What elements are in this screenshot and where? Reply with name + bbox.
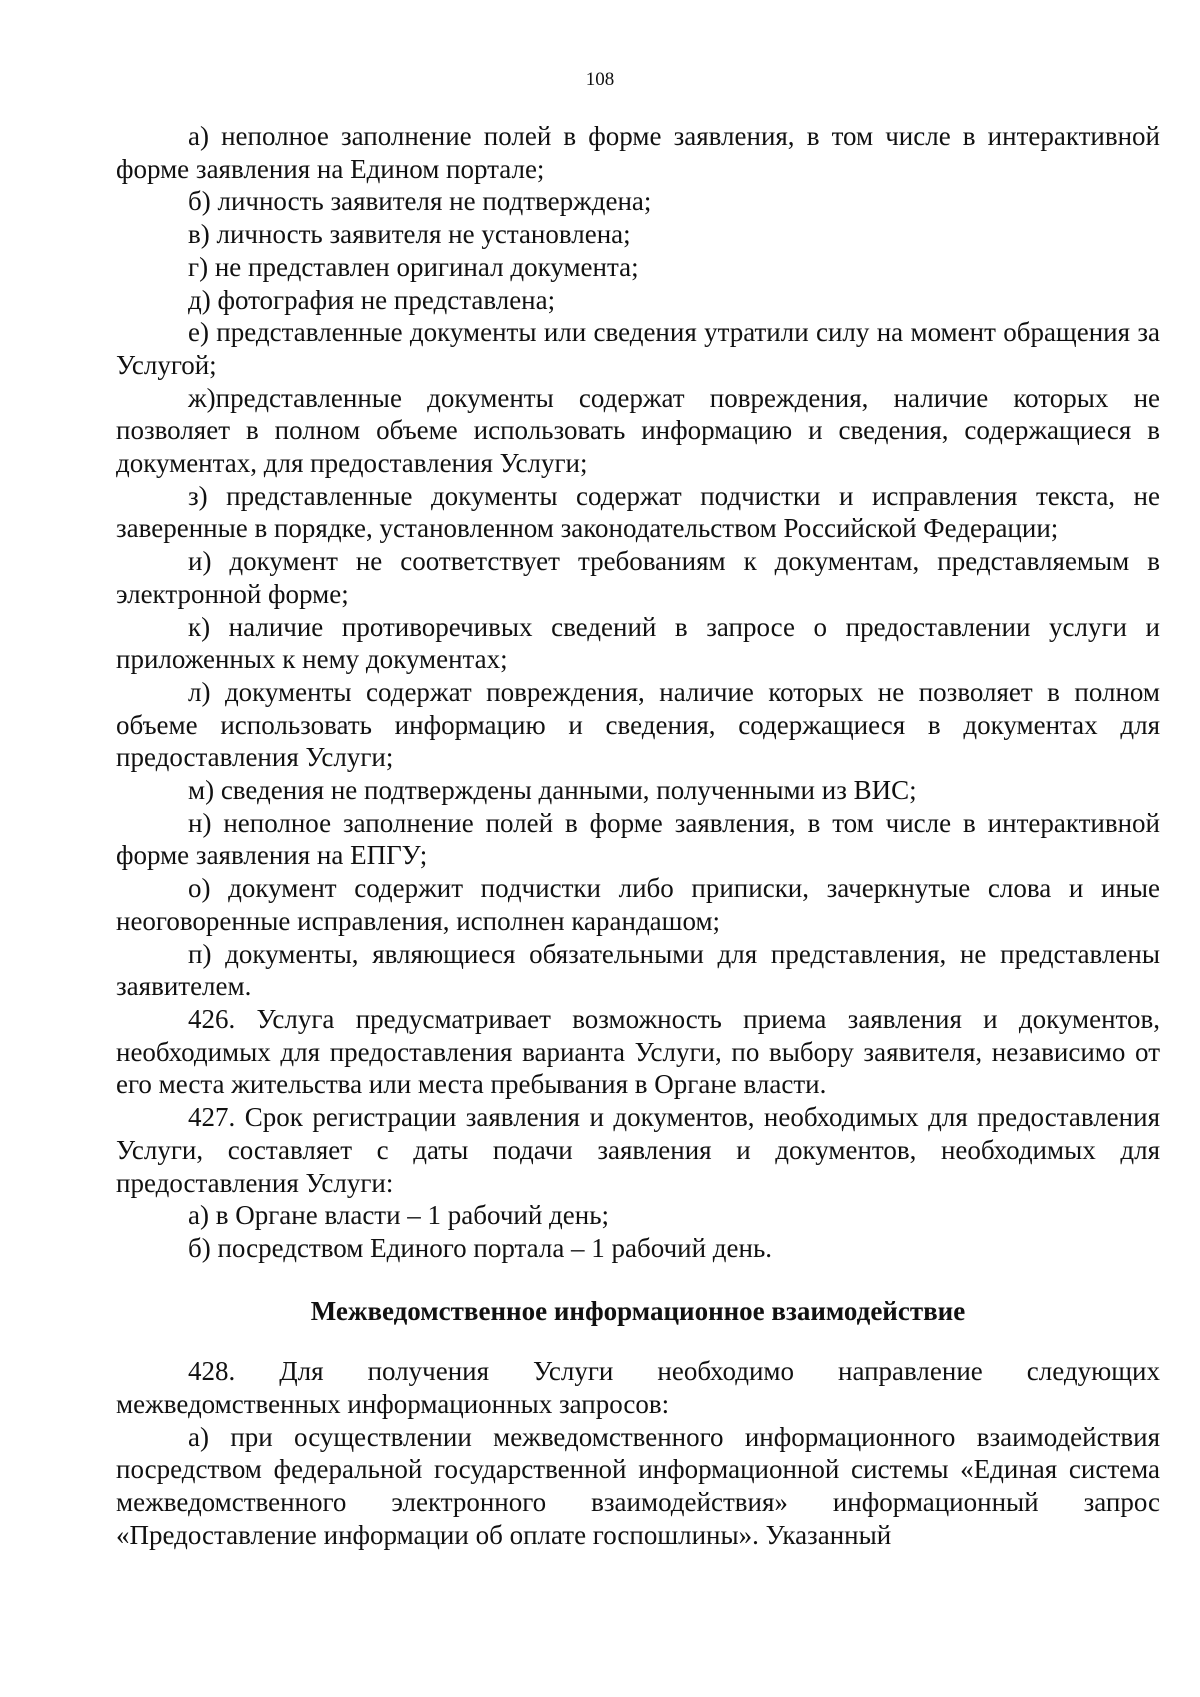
list-item-d-no-photo: д) фотография не представлена; bbox=[188, 284, 556, 315]
list-item-g-no-original: г) не представлен оригинал документа; bbox=[188, 251, 639, 282]
document-body bbox=[116, 120, 1160, 1552]
list-item-i-electronic-form: и) документ не соответствует требованиям к документам, представляемым в электронной форме; bbox=[116, 546, 1160, 609]
page-number: 108 bbox=[585, 69, 615, 90]
list-item-n-epgu-fields: н) неполное заполнение полей в форме заявления, в том числе в интерактивной форме заявления на ЕПГУ; bbox=[116, 807, 1160, 871]
list-item-zh-damaged-documents: ж)представленные документы содержат повреждения, наличие которых не позволяет в полном объеме использовать информацию и сведения, содержащиеся в документах, для предоставления Услуги; bbox=[116, 382, 1160, 479]
list-item-a-incomplete-fields: а) неполное заполнение полей в форме заявления, в том числе в интерактивной форме заявления на Едином портале; bbox=[116, 121, 1160, 184]
list-item-v-identity-not-established: в) личность заявителя не установлена; bbox=[188, 219, 631, 250]
clause-426: 426. Услуга предусматривает возможность приема заявления и документов, необходимых для предоставления варианта Услуги, по выбору заявителя, независимо от его места жительства или места пребывания в Органе власти. bbox=[116, 1003, 1160, 1100]
clause-427: 427. Срок регистрации заявления и документов, необходимых для предоставления Услуги, составляет с даты подачи заявления и документов, необходимых для предоставления Услуги: bbox=[116, 1102, 1160, 1198]
section-heading: Межведомственное информационное взаимодействие bbox=[310, 1295, 966, 1326]
list-item-e-expired-documents: е) представленные документы или сведения утратили силу на момент обращения за Услугой; bbox=[116, 317, 1160, 380]
list-item-o-pencil: о) документ содержит подчистки либо приписки, зачеркнутые слова и иные неоговоренные исправления, исполнен карандашом; bbox=[116, 873, 1160, 936]
clause-428-item-a: а) при осуществлении межведомственного информационного взаимодействия посредством федеральной государственной информационной системы «Единая система межведомственного электронного взаимодействия» информационный запрос «Предоставление информации об оплате госпошлины». Указанный bbox=[116, 1421, 1160, 1550]
list-item-z-erasures: з) представленные документы содержат подчистки и исправления текста, не заверенные в порядке, установленном законодательством Российской Федерации; bbox=[116, 480, 1160, 544]
clause-428: 428. Для получения Услуги необходимо направление следующих межведомственных информационных запросов: bbox=[116, 1356, 1160, 1420]
clause-427-item-a: а) в Органе власти – 1 рабочий день; bbox=[188, 1200, 610, 1231]
list-item-l-damaged: л) документы содержат повреждения, наличие которых не позволяет в полном объеме использовать информацию и сведения, содержащиеся в документах для предоставления Услуги; bbox=[116, 676, 1160, 773]
list-item-p-not-submitted: п) документы, являющиеся обязательными для представления, не представлены заявителем. bbox=[116, 938, 1160, 1002]
clause-427-item-b: б) посредством Единого портала – 1 рабочий день. bbox=[188, 1232, 773, 1263]
list-item-b-identity-not-confirmed: б) личность заявителя не подтверждена; bbox=[188, 186, 652, 217]
list-item-k-contradictory-info: к) наличие противоречивых сведений в запросе о предоставлении услуги и приложенных к нему документах; bbox=[116, 611, 1160, 675]
list-item-m-vis-data: м) сведения не подтверждены данными, полученными из ВИС; bbox=[188, 775, 917, 806]
